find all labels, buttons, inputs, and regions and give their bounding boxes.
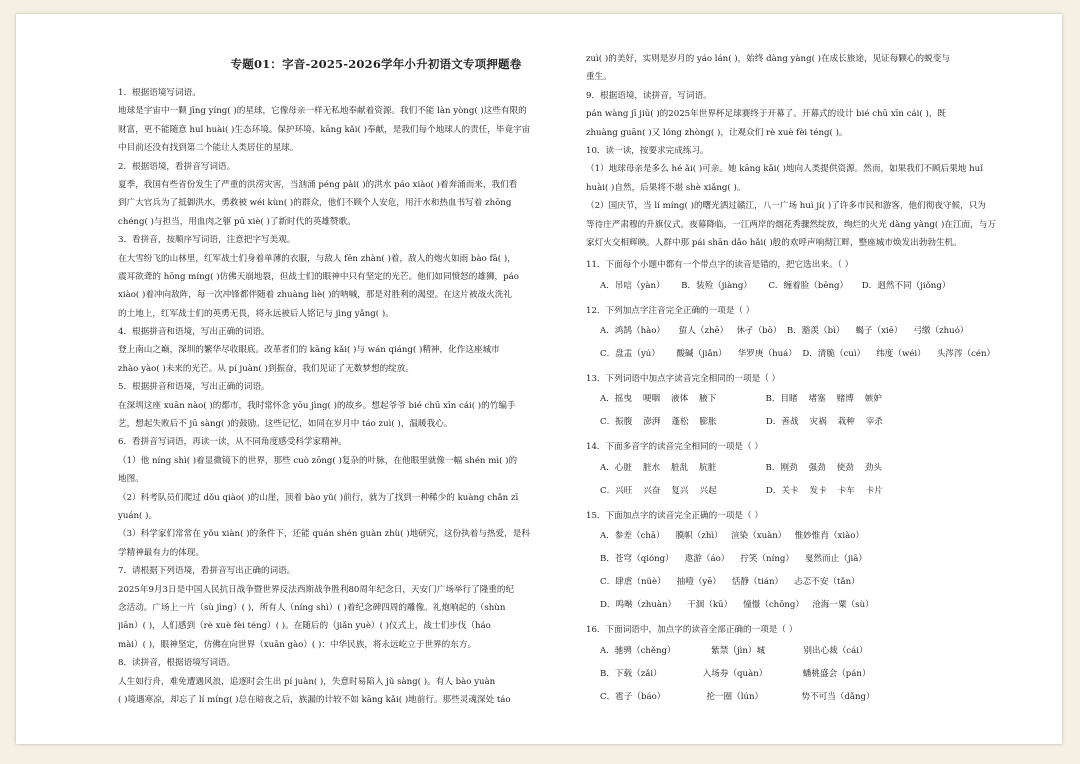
text-line: （3）科学家们常常在 yǒu xiàn( )的条件下，还能 quán shén guàn zhù( )地研究，这份执着与热爱，是科 (118, 529, 530, 540)
text-line: 地图。 (118, 474, 144, 485)
answer-option-row[interactable]: D．鸣啭（zhuàn） 干涸（kū） 憧憬（chōng） 沧海一粟（sù） (600, 600, 874, 611)
text-line: 10．读一读，按要求完成练习。 (586, 145, 709, 156)
text-line: 7．请根据下列语境，看拼音写出正确的词语。 (118, 566, 296, 577)
text-line: zhuàng guān( )又 lóng zhòng( )，让观众们 rè xuè fèi téng( )。 (586, 127, 848, 138)
answer-option-row[interactable]: C．雹子（báo） 抡一圈（lún） 势不可当（dǎng） (600, 691, 875, 702)
answer-option-row[interactable]: C．振腹 澎湃 蓬松 膨胀 D．善战 灾祸 栽种 宰杀 (600, 417, 883, 428)
text-line: （1）他 níng shì( )着显微镜下的世界，那些 cuò zōng( )复杂的叶脉，在他眼里就像一幅 shén mì( )的 (118, 455, 518, 466)
answer-option-row[interactable]: C．兴旺 兴奋 复兴 兴起 D．关卡 发卡 卡车 卡片 (600, 485, 883, 496)
answer-option-row[interactable]: B．苍穹（qióng） 遨游（áo） 拧笑（níng） 戛然而止（jiā） (600, 554, 867, 565)
text-line: 重生。 (586, 72, 612, 83)
text-line: 艺，想起失败后不 jū sàng( )的鼓励。这些记忆，如同在岁月中 táo zuì( )，温暖我心。 (118, 419, 453, 430)
text-line: chéng( )与担当，用血肉之躯 pū xiè( )了新时代的英雄赞歌。 (118, 216, 356, 227)
text-line: 5．根据拼音和语境，写出正确的词语。 (118, 382, 270, 393)
text-line: 2025年9月3日是中国人民抗日战争暨世界反法西斯战争胜利80周年纪念日，天安门广场举行了隆重的纪 (118, 584, 515, 595)
question-stem: 13．下列词语中加点字读音完全相同的一项是（ ） (586, 374, 781, 385)
answer-option-row[interactable]: B．下载（zǎi） 入场券（quàn） 蟠桃盛会（pán） (600, 668, 871, 679)
left-column (118, 84, 576, 709)
answer-option-row[interactable]: A．心脏 脏水 脏乱 肮脏 B．刚劲 强劲 使劲 劲头 (600, 462, 882, 473)
text-line: huài( )自然，后果将不堪 shè xiǎng( )。 (586, 182, 746, 193)
text-line: 中目前还没有找到第二个能让人类居住的星球。 (118, 143, 299, 154)
answer-option-row[interactable]: A．鸿鹄（hào） 蜇人（zhē） 休孑（bō） B．豁羡（bì） 蝎子（xiē） 弓缴（zhuó） (600, 326, 969, 337)
question-stem: 14．下面多音字的读音完全相同的一项是（ ） (586, 442, 763, 453)
text-line: 1．根据语境写词语。 (118, 88, 201, 98)
text-line: 夏季，我国有些省份发生了严重的洪涝灾害，当汹涌 péng pài( )的洪水 páo xiào( )着奔涌而来，我们看 (118, 179, 518, 190)
text-line: 3．看拼音，按顺序写词语，注意把字写美观。 (118, 235, 296, 246)
text-line: 6．看拼音写词语，再读一读，从不同角度感受科学家精神。 (118, 437, 347, 448)
text-line: 的土地上，红军战士们的英勇无畏，将永远被后人铭记与 jìng yǎng( )。 (118, 308, 394, 319)
text-line: zhào yào( )未来的光芒。从 pí juàn( )到振奋，我们见证了无数梦想的绽放。 (118, 363, 414, 374)
answer-option-row[interactable]: C．盘盂（yú） 酸碱（jiǎn） 华罗庚（huá） D．清脆（cuì） 纬度（wéi） 头涔涔（cén） (600, 349, 996, 360)
text-line: 等待庄严肃穆的升旗仪式。夜幕降临，一江两岸的烟花秀骤然绽放，绚烂的火光 dàng yàng( )在江面，与万 (586, 219, 996, 230)
text-line: mài）( )，眼神坚定，仿佛在向世界（xuān gào）( )：中华民族，将永远屹立于世界的东方。 (118, 639, 477, 650)
answer-option-row[interactable]: A．驰骋（chěng） 紫禁（jìn）城 别出心裁（cái） (600, 645, 868, 656)
right-column (586, 50, 1046, 709)
text-line: pán wàng jī jiū( )的2025年世界杯足球赛终于开幕了。开幕式的设计 bié chū xīn cái( )，既 (586, 109, 946, 120)
text-line: 震耳欲聋的 hōng míng( )仿佛天崩地裂，但战士们的眼神中只有坚定的光芒。他们如同愤怒的雄狮，páo (118, 271, 519, 282)
text-line: 在深圳这座 xuān nào( )的都市，我时常怀念 yōu jìng( )的故乡。想起爷爷 bié chū xīn cái( )的竹编手 (118, 400, 516, 411)
answer-option-row[interactable]: C．肆虐（nüè） 抽噎（yē） 恬静（tián） 忐忑不安（tǎn） (600, 577, 860, 588)
text-line: 念活动。广场上一片（sù jìng）( )，所有人（níng shì）( )着纪念碑四周的雕像。礼炮响起的（shùn (118, 602, 506, 613)
text-line: ( )境遇寒凉，却忘了 lí míng( )总在暗夜之后，族漏的计较不如 kāng kǎi( )地前行。那些灵魂深处 táo (118, 694, 511, 705)
text-line: 学精神最有力的体现。 (118, 547, 204, 558)
text-line: 在大雪纷飞的山林里，红军战士们身着单薄的衣服，与敌人 fēn zhàn( )着，敌人的炮火如雨 bào fā( )， (118, 253, 516, 264)
text-line: 登上南山之巅，深圳的繁华尽收眼底。改革者们的 kāng kǎi( )与 wán qiáng( )精神，化作这座城市 (118, 345, 500, 356)
text-line: yuán( )。 (118, 510, 158, 521)
text-line: zuì( )的美好，实则是岁月的 yáo lán( )，始终 dàng yàng( )在成长旅途，见证每颗心的蜕变与 (586, 54, 950, 64)
question-stem: 16．下面词语中，加点字的读音全部正确的一项是（ ） (586, 625, 798, 636)
answer-option-row[interactable]: A．吊唁（yàn） B．装殓（jiàng） C．缠着脸（bēng） D．迥然不同（jiǒng） (600, 280, 951, 291)
exam-paper (16, 14, 1062, 744)
text-line: 家灯火交相辉映。人群中那 pái shān dǎo hǎi( )般的欢呼声响彻江畔，整座城市焕发出勃勃生机。 (586, 237, 962, 248)
text-line: （2）国庆节，当 lí míng( )的曙光洒过赣江，八一广场 huì jí( )了许多市民和游客，他们彻夜守候，只为 (586, 201, 986, 212)
question-stem: 11．下面每个小题中都有一个带点字的读音是错的，把它选出来。（ ） (586, 260, 854, 271)
question-stem: 15．下面加点字的读音完全正确的一项是（ ） (586, 510, 763, 521)
text-line: （2）科考队员们爬过 dǒu qiào( )的山崖，顶着 bào yǔ( )前行，就为了找到一种稀少的 kuàng chǎn zī (118, 492, 519, 503)
text-line: 4．根据拼音和语境，写出正确的词语。 (118, 327, 270, 338)
question-stem: 12．下列加点字注音完全正确的一项是（ ） (586, 305, 755, 316)
answer-option-row[interactable]: A．摇曳 哽咽 液体 腋下 B．目睹 堵塞 赌博 嫉妒 (600, 394, 882, 405)
text-line: 8．读拼音，根据语境写词语。 (118, 658, 236, 669)
page-background-strip (0, 750, 1080, 764)
text-line: 财富，更不能随意 huǐ huài( )生态环境。保护环境、kāng kǎi( )奉献，是我们每个地球人的责任，毕竟宇宙 (118, 124, 531, 135)
text-line: （1）地球母亲是多么 hé ǎi( )可亲。她 kāng kǎi( )地向人类提供资源。然而，如果我们不顾后果地 huǐ (586, 164, 983, 175)
text-line: 地球是宇宙中一颗 jīng yíng( )的星球，它像母亲一样无私地奉献着资源。我们不能 làn yòng( )这些有限的 (118, 106, 527, 117)
text-line: 到广大官兵为了抵御洪水，勇救被 wéi kùn( )的群众，他们不顾个人安危，用汗水和热血书写着 zhōng (118, 198, 512, 209)
page-title: 专题01：字音-2025-2026学年小升初语文专项押题卷 (230, 57, 522, 71)
text-line: 2．根据语境，看拼音写词语。 (118, 161, 236, 172)
text-line: jiān）( )，人们感到（rè xuè fèi téng）( )。在随后的（jiǎn yuè）( )仪式上，战士们步伐（háo (118, 621, 491, 632)
text-line: 9．根据语境，读拼音，写词语。 (586, 90, 712, 101)
text-line: 人生如行舟，难免遭遇风浪，追逐时会生出 pí juàn( )，失意时易陷入 jǔ sàng( )。有人 bào yuàn (118, 676, 496, 687)
answer-option-row[interactable]: A．参差（chā） 膜帜（zhì） 渲染（xuàn） 惟妙惟肖（xiào） (600, 531, 865, 542)
text-line: xiào( )着冲向敌阵，每一次冲锋都伴随着 zhuàng liè( )的呐喊，那是对胜利的渴望。在这片被战火洗礼 (118, 290, 512, 301)
